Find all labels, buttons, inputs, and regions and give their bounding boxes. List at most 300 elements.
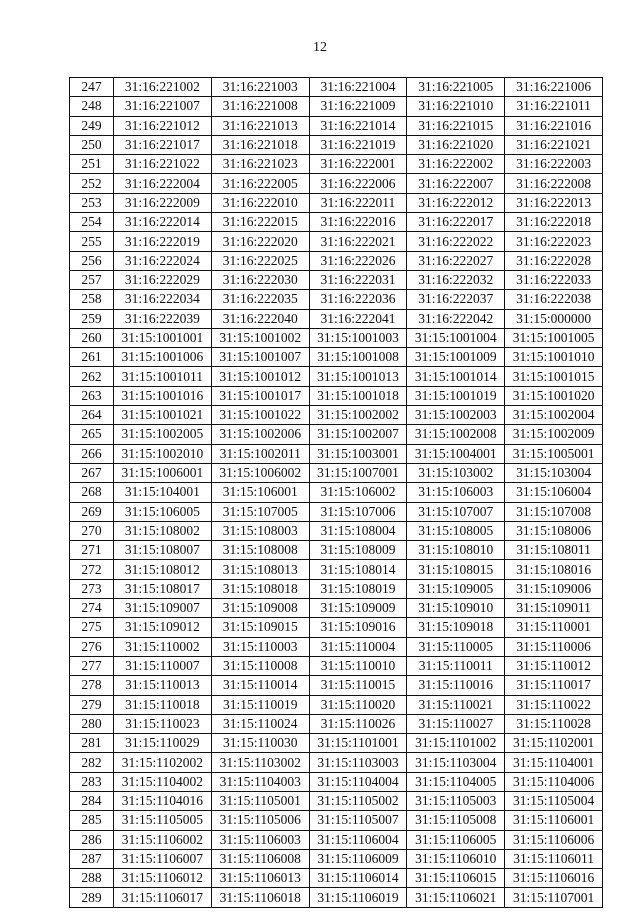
table-row: [70, 463, 603, 482]
table-row: [70, 367, 603, 386]
cadastral-number-cell: 31:15:1106003: [211, 830, 309, 849]
cadastral-number-cell: 31:16:222017: [407, 213, 505, 232]
table-row: [70, 791, 603, 810]
cadastral-number-cell: 31:15:1106015: [407, 869, 505, 888]
cadastral-number-cell: 31:15:108018: [211, 579, 309, 598]
cadastral-number-cell: 31:16:221014: [309, 116, 407, 135]
cadastral-number-cell: 31:15:1106002: [114, 830, 212, 849]
cadastral-number-cell: 31:15:110007: [114, 656, 212, 675]
cadastral-number-cell: 31:15:110028: [505, 714, 603, 733]
cadastral-number-cell: 31:15:1103004: [407, 753, 505, 772]
row-number-cell: 281: [70, 734, 114, 753]
cadastral-number-cell: 31:16:222009: [114, 193, 212, 212]
row-number-cell: 278: [70, 676, 114, 695]
row-number-cell: 274: [70, 599, 114, 618]
cadastral-number-cell: 31:15:108019: [309, 579, 407, 598]
cadastral-number-cell: 31:16:222032: [407, 270, 505, 289]
cadastral-number-cell: 31:15:109006: [505, 579, 603, 598]
cadastral-number-cell: 31:15:1003001: [309, 444, 407, 463]
cadastral-number-cell: 31:15:109007: [114, 599, 212, 618]
row-number-cell: 263: [70, 386, 114, 405]
cadastral-number-cell: 31:15:110020: [309, 695, 407, 714]
cadastral-number-cell: 31:15:108006: [505, 521, 603, 540]
cadastral-number-cell: 31:15:1001005: [505, 328, 603, 347]
cadastral-number-cell: 31:15:110017: [505, 676, 603, 695]
cadastral-number-cell: 31:15:110030: [211, 734, 309, 753]
cadastral-number-cell: 31:15:110013: [114, 676, 212, 695]
cadastral-number-cell: 31:15:1103002: [211, 753, 309, 772]
cadastral-number-cell: 31:15:1002006: [211, 425, 309, 444]
table-row: [70, 309, 603, 328]
cadastral-number-cell: 31:15:109005: [407, 579, 505, 598]
cadastral-number-cell: 31:15:109016: [309, 618, 407, 637]
row-number-cell: 282: [70, 753, 114, 772]
cadastral-number-cell: 31:15:110016: [407, 676, 505, 695]
row-number-cell: 271: [70, 541, 114, 560]
cadastral-number-cell: 31:15:110029: [114, 734, 212, 753]
cadastral-number-cell: 31:15:110014: [211, 676, 309, 695]
cadastral-number-cell: 31:15:106003: [407, 483, 505, 502]
cadastral-number-cell: 31:15:1106009: [309, 849, 407, 868]
cadastral-number-cell: 31:15:1002007: [309, 425, 407, 444]
cadastral-number-cell: 31:16:222023: [505, 232, 603, 251]
cadastral-number-cell: 31:15:109010: [407, 599, 505, 618]
cadastral-number-cell: 31:15:1106008: [211, 849, 309, 868]
cadastral-number-cell: 31:15:1002011: [211, 444, 309, 463]
cadastral-number-cell: 31:15:110012: [505, 656, 603, 675]
cadastral-number-cell: 31:15:1105006: [211, 811, 309, 830]
cadastral-number-cell: 31:15:1004001: [407, 444, 505, 463]
cadastral-number-table: [69, 77, 603, 908]
table-row: [70, 290, 603, 309]
cadastral-number-cell: 31:15:107007: [407, 502, 505, 521]
cadastral-number-cell: 31:15:110001: [505, 618, 603, 637]
row-number-cell: 270: [70, 521, 114, 540]
table-row: [70, 251, 603, 270]
cadastral-number-cell: 31:16:222037: [407, 290, 505, 309]
row-number-cell: 289: [70, 888, 114, 907]
cadastral-number-cell: 31:16:222006: [309, 174, 407, 193]
row-number-cell: 259: [70, 309, 114, 328]
row-number-cell: 250: [70, 135, 114, 154]
row-number-cell: 265: [70, 425, 114, 444]
cadastral-number-cell: 31:15:1001006: [114, 348, 212, 367]
row-number-cell: 258: [70, 290, 114, 309]
cadastral-number-cell: 31:15:1001001: [114, 328, 212, 347]
row-number-cell: 256: [70, 251, 114, 270]
cadastral-number-cell: 31:15:108013: [211, 560, 309, 579]
cadastral-number-cell: 31:16:222004: [114, 174, 212, 193]
cadastral-number-cell: 31:15:108009: [309, 541, 407, 560]
cadastral-number-cell: 31:15:1106019: [309, 888, 407, 907]
cadastral-number-cell: 31:15:1104006: [505, 772, 603, 791]
table-row: [70, 714, 603, 733]
cadastral-number-cell: 31:15:1001018: [309, 386, 407, 405]
cadastral-number-cell: 31:15:107006: [309, 502, 407, 521]
table-row: [70, 502, 603, 521]
table-row: [70, 270, 603, 289]
cadastral-number-cell: 31:15:1103003: [309, 753, 407, 772]
cadastral-number-cell: 31:16:222003: [505, 155, 603, 174]
cadastral-number-cell: 31:15:109015: [211, 618, 309, 637]
table-row: [70, 155, 603, 174]
table-row: [70, 232, 603, 251]
table-row: [70, 116, 603, 135]
cadastral-number-cell: 31:15:1001007: [211, 348, 309, 367]
cadastral-number-cell: 31:15:106005: [114, 502, 212, 521]
cadastral-number-cell: 31:16:222011: [309, 193, 407, 212]
cadastral-number-cell: 31:15:110010: [309, 656, 407, 675]
cadastral-number-cell: 31:15:110027: [407, 714, 505, 733]
cadastral-number-cell: 31:15:1101002: [407, 734, 505, 753]
cadastral-number-cell: 31:16:222041: [309, 309, 407, 328]
row-number-cell: 284: [70, 791, 114, 810]
cadastral-number-cell: 31:15:1001015: [505, 367, 603, 386]
cadastral-number-cell: 31:15:108004: [309, 521, 407, 540]
cadastral-number-cell: 31:16:222014: [114, 213, 212, 232]
cadastral-number-cell: 31:15:108011: [505, 541, 603, 560]
cadastral-number-cell: 31:16:221005: [407, 78, 505, 97]
cadastral-number-cell: 31:15:1001022: [211, 406, 309, 425]
row-number-cell: 251: [70, 155, 114, 174]
row-number-cell: 261: [70, 348, 114, 367]
cadastral-number-cell: 31:15:110004: [309, 637, 407, 656]
table-row: [70, 174, 603, 193]
cadastral-number-cell: 31:15:1001021: [114, 406, 212, 425]
cadastral-number-cell: 31:16:222038: [505, 290, 603, 309]
table-row: [70, 193, 603, 212]
cadastral-number-cell: 31:15:1105001: [211, 791, 309, 810]
table-row: [70, 521, 603, 540]
cadastral-number-cell: 31:16:222025: [211, 251, 309, 270]
row-number-cell: 247: [70, 78, 114, 97]
cadastral-number-cell: 31:15:1104003: [211, 772, 309, 791]
cadastral-number-cell: 31:15:1001017: [211, 386, 309, 405]
cadastral-number-cell: 31:16:222031: [309, 270, 407, 289]
cadastral-number-cell: 31:15:103004: [505, 463, 603, 482]
cadastral-number-cell: 31:16:222002: [407, 155, 505, 174]
cadastral-number-cell: 31:16:221018: [211, 135, 309, 154]
cadastral-number-cell: 31:16:222039: [114, 309, 212, 328]
cadastral-number-cell: 31:15:1102002: [114, 753, 212, 772]
cadastral-number-cell: 31:16:221022: [114, 155, 212, 174]
cadastral-number-cell: 31:15:110015: [309, 676, 407, 695]
cadastral-number-cell: 31:15:1001009: [407, 348, 505, 367]
cadastral-number-cell: 31:15:108005: [407, 521, 505, 540]
row-number-cell: 267: [70, 463, 114, 482]
row-number-cell: 283: [70, 772, 114, 791]
cadastral-number-cell: 31:15:1001020: [505, 386, 603, 405]
cadastral-number-cell: 31:15:107005: [211, 502, 309, 521]
cadastral-number-cell: 31:15:1006001: [114, 463, 212, 482]
table-row: [70, 348, 603, 367]
cadastral-number-cell: 31:15:1005001: [505, 444, 603, 463]
table-row: [70, 695, 603, 714]
row-number-cell: 255: [70, 232, 114, 251]
cadastral-number-cell: 31:16:221006: [505, 78, 603, 97]
table-row: [70, 328, 603, 347]
table-row: [70, 560, 603, 579]
cadastral-number-cell: 31:16:222036: [309, 290, 407, 309]
cadastral-number-cell: 31:15:109012: [114, 618, 212, 637]
cadastral-number-cell: 31:16:221012: [114, 116, 212, 135]
cadastral-number-cell: 31:15:106001: [211, 483, 309, 502]
cadastral-number-cell: 31:16:222030: [211, 270, 309, 289]
cadastral-number-cell: 31:16:221019: [309, 135, 407, 154]
cadastral-number-cell: 31:16:222028: [505, 251, 603, 270]
cadastral-number-cell: 31:16:221003: [211, 78, 309, 97]
cadastral-number-cell: 31:16:221002: [114, 78, 212, 97]
row-number-cell: 264: [70, 406, 114, 425]
cadastral-number-cell: 31:15:108014: [309, 560, 407, 579]
cadastral-number-cell: 31:16:222012: [407, 193, 505, 212]
cadastral-number-cell: 31:16:221011: [505, 97, 603, 116]
cadastral-number-cell: 31:15:108007: [114, 541, 212, 560]
table-row: [70, 869, 603, 888]
cadastral-number-cell: 31:16:222016: [309, 213, 407, 232]
cadastral-number-cell: 31:16:222015: [211, 213, 309, 232]
cadastral-number-cell: 31:16:222034: [114, 290, 212, 309]
cadastral-number-cell: 31:15:109018: [407, 618, 505, 637]
cadastral-number-cell: 31:15:1104004: [309, 772, 407, 791]
cadastral-number-cell: 31:15:1106018: [211, 888, 309, 907]
cadastral-number-cell: 31:15:1104005: [407, 772, 505, 791]
cadastral-number-cell: 31:16:222018: [505, 213, 603, 232]
cadastral-number-cell: 31:16:221017: [114, 135, 212, 154]
cadastral-number-cell: 31:15:1002008: [407, 425, 505, 444]
table-row: [70, 97, 603, 116]
row-number-cell: 279: [70, 695, 114, 714]
cadastral-number-cell: 31:15:1002003: [407, 406, 505, 425]
cadastral-number-cell: 31:16:222010: [211, 193, 309, 212]
row-number-cell: 275: [70, 618, 114, 637]
cadastral-number-cell: 31:15:1106017: [114, 888, 212, 907]
table-row: [70, 734, 603, 753]
cadastral-number-cell: 31:16:222008: [505, 174, 603, 193]
table-row: [70, 213, 603, 232]
cadastral-number-cell: 31:15:108012: [114, 560, 212, 579]
row-number-cell: 254: [70, 213, 114, 232]
cadastral-number-cell: 31:15:1001011: [114, 367, 212, 386]
cadastral-number-cell: 31:15:1102001: [505, 734, 603, 753]
table-row: [70, 541, 603, 560]
cadastral-number-cell: 31:15:1104016: [114, 791, 212, 810]
table-row: [70, 656, 603, 675]
cadastral-number-cell: 31:15:110018: [114, 695, 212, 714]
cadastral-number-cell: 31:15:110006: [505, 637, 603, 656]
cadastral-number-cell: 31:15:110022: [505, 695, 603, 714]
cadastral-number-cell: 31:15:1106007: [114, 849, 212, 868]
row-number-cell: 288: [70, 869, 114, 888]
table-row: [70, 78, 603, 97]
cadastral-number-cell: 31:16:221015: [407, 116, 505, 135]
cadastral-number-cell: 31:15:1002010: [114, 444, 212, 463]
row-number-cell: 257: [70, 270, 114, 289]
cadastral-number-cell: 31:15:110008: [211, 656, 309, 675]
table-row: [70, 483, 603, 502]
table-row: [70, 830, 603, 849]
row-number-cell: 277: [70, 656, 114, 675]
row-number-cell: 272: [70, 560, 114, 579]
cadastral-number-cell: 31:15:110005: [407, 637, 505, 656]
cadastral-number-cell: 31:15:1001003: [309, 328, 407, 347]
cadastral-number-cell: 31:15:108010: [407, 541, 505, 560]
cadastral-number-cell: 31:15:110021: [407, 695, 505, 714]
cadastral-number-cell: 31:15:1106005: [407, 830, 505, 849]
cadastral-number-cell: 31:16:222007: [407, 174, 505, 193]
cadastral-number-cell: 31:15:1002005: [114, 425, 212, 444]
cadastral-number-cell: 31:15:110026: [309, 714, 407, 733]
table-row: [70, 135, 603, 154]
row-number-cell: 269: [70, 502, 114, 521]
table-row: [70, 386, 603, 405]
cadastral-number-cell: 31:15:1104002: [114, 772, 212, 791]
cadastral-number-cell: 31:15:1002009: [505, 425, 603, 444]
cadastral-number-cell: 31:15:1006002: [211, 463, 309, 482]
cadastral-number-cell: 31:16:222033: [505, 270, 603, 289]
cadastral-number-cell: 31:15:1105008: [407, 811, 505, 830]
cadastral-number-cell: 31:16:221004: [309, 78, 407, 97]
cadastral-number-cell: 31:16:222019: [114, 232, 212, 251]
row-number-cell: 266: [70, 444, 114, 463]
cadastral-number-cell: 31:15:1105002: [309, 791, 407, 810]
cadastral-number-cell: 31:16:221010: [407, 97, 505, 116]
cadastral-number-cell: 31:15:1105007: [309, 811, 407, 830]
cadastral-number-cell: 31:15:110003: [211, 637, 309, 656]
row-number-cell: 260: [70, 328, 114, 347]
table-body: [70, 78, 603, 908]
cadastral-number-cell: 31:15:1001013: [309, 367, 407, 386]
cadastral-number-cell: 31:15:1001010: [505, 348, 603, 367]
cadastral-number-cell: 31:15:1001012: [211, 367, 309, 386]
table-row: [70, 406, 603, 425]
row-number-cell: 253: [70, 193, 114, 212]
row-number-cell: 287: [70, 849, 114, 868]
cadastral-number-cell: 31:15:1001008: [309, 348, 407, 367]
cadastral-number-cell: 31:15:1106010: [407, 849, 505, 868]
cadastral-number-cell: 31:15:1002004: [505, 406, 603, 425]
cadastral-number-cell: 31:15:106004: [505, 483, 603, 502]
cadastral-number-cell: 31:16:222020: [211, 232, 309, 251]
cadastral-number-cell: 31:15:1106004: [309, 830, 407, 849]
cadastral-number-cell: 31:15:1104001: [505, 753, 603, 772]
cadastral-number-cell: 31:16:222005: [211, 174, 309, 193]
cadastral-number-cell: 31:15:107008: [505, 502, 603, 521]
row-number-cell: 280: [70, 714, 114, 733]
cadastral-number-cell: 31:15:110024: [211, 714, 309, 733]
cadastral-number-cell: 31:16:222024: [114, 251, 212, 270]
row-number-cell: 286: [70, 830, 114, 849]
cadastral-number-cell: 31:15:1105004: [505, 791, 603, 810]
cadastral-number-cell: 31:15:1001014: [407, 367, 505, 386]
table-row: [70, 888, 603, 907]
cadastral-number-cell: 31:16:221021: [505, 135, 603, 154]
table-row: [70, 425, 603, 444]
cadastral-number-cell: 31:16:221008: [211, 97, 309, 116]
cadastral-number-cell: 31:16:222022: [407, 232, 505, 251]
cadastral-number-cell: 31:15:1106021: [407, 888, 505, 907]
cadastral-number-cell: 31:15:109009: [309, 599, 407, 618]
cadastral-number-cell: 31:16:222001: [309, 155, 407, 174]
table-row: [70, 444, 603, 463]
table-row: [70, 618, 603, 637]
cadastral-number-cell: 31:15:108002: [114, 521, 212, 540]
cadastral-number-cell: 31:15:110002: [114, 637, 212, 656]
cadastral-number-cell: 31:15:1106006: [505, 830, 603, 849]
table-row: [70, 753, 603, 772]
cadastral-number-cell: 31:15:109011: [505, 599, 603, 618]
row-number-cell: 285: [70, 811, 114, 830]
row-number-cell: 252: [70, 174, 114, 193]
cadastral-number-cell: 31:15:110023: [114, 714, 212, 733]
table-row: [70, 579, 603, 598]
table-row: [70, 637, 603, 656]
cadastral-number-cell: 31:15:1106014: [309, 869, 407, 888]
cadastral-number-cell: 31:15:1106016: [505, 869, 603, 888]
table-row: [70, 599, 603, 618]
table-row: [70, 811, 603, 830]
cadastral-number-cell: 31:15:108015: [407, 560, 505, 579]
cadastral-number-cell: 31:15:110011: [407, 656, 505, 675]
cadastral-number-cell: 31:15:1106011: [505, 849, 603, 868]
row-number-cell: 273: [70, 579, 114, 598]
cadastral-number-cell: 31:15:103002: [407, 463, 505, 482]
table-row: [70, 849, 603, 868]
row-number-cell: 276: [70, 637, 114, 656]
cadastral-number-cell: 31:16:222035: [211, 290, 309, 309]
cadastral-number-cell: 31:15:1105005: [114, 811, 212, 830]
cadastral-number-cell: 31:15:1105003: [407, 791, 505, 810]
cadastral-number-cell: 31:15:1001016: [114, 386, 212, 405]
cadastral-number-cell: 31:15:1002002: [309, 406, 407, 425]
cadastral-number-cell: 31:15:1007001: [309, 463, 407, 482]
cadastral-number-cell: 31:16:221020: [407, 135, 505, 154]
cadastral-number-cell: 31:15:108017: [114, 579, 212, 598]
cadastral-number-cell: 31:15:1107001: [505, 888, 603, 907]
cadastral-number-cell: 31:15:108008: [211, 541, 309, 560]
table-row: [70, 676, 603, 695]
cadastral-number-cell: 31:15:110019: [211, 695, 309, 714]
cadastral-number-cell: 31:15:1001019: [407, 386, 505, 405]
cadastral-number-cell: 31:16:221016: [505, 116, 603, 135]
cadastral-number-cell: 31:16:222021: [309, 232, 407, 251]
cadastral-number-cell: 31:15:1106012: [114, 869, 212, 888]
cadastral-number-cell: 31:15:1001002: [211, 328, 309, 347]
cadastral-number-cell: 31:15:108003: [211, 521, 309, 540]
cadastral-number-cell: 31:16:221009: [309, 97, 407, 116]
cadastral-number-cell: 31:15:1101001: [309, 734, 407, 753]
page-number: 12: [313, 40, 327, 55]
cadastral-number-cell: 31:16:222013: [505, 193, 603, 212]
cadastral-number-cell: 31:16:221023: [211, 155, 309, 174]
cadastral-number-cell: 31:15:1106001: [505, 811, 603, 830]
row-number-cell: 249: [70, 116, 114, 135]
cadastral-number-cell: 31:16:221013: [211, 116, 309, 135]
table-row: [70, 772, 603, 791]
cadastral-number-cell: 31:15:104001: [114, 483, 212, 502]
cadastral-number-cell: 31:15:1001004: [407, 328, 505, 347]
cadastral-number-cell: 31:16:222026: [309, 251, 407, 270]
cadastral-number-cell: 31:16:222029: [114, 270, 212, 289]
row-number-cell: 268: [70, 483, 114, 502]
cadastral-number-cell: 31:15:000000: [505, 309, 603, 328]
cadastral-number-cell: 31:16:222027: [407, 251, 505, 270]
cadastral-number-cell: 31:15:106002: [309, 483, 407, 502]
cadastral-number-cell: 31:15:109008: [211, 599, 309, 618]
cadastral-number-cell: 31:16:222042: [407, 309, 505, 328]
cadastral-number-cell: 31:16:221007: [114, 97, 212, 116]
cadastral-number-cell: 31:15:1106013: [211, 869, 309, 888]
